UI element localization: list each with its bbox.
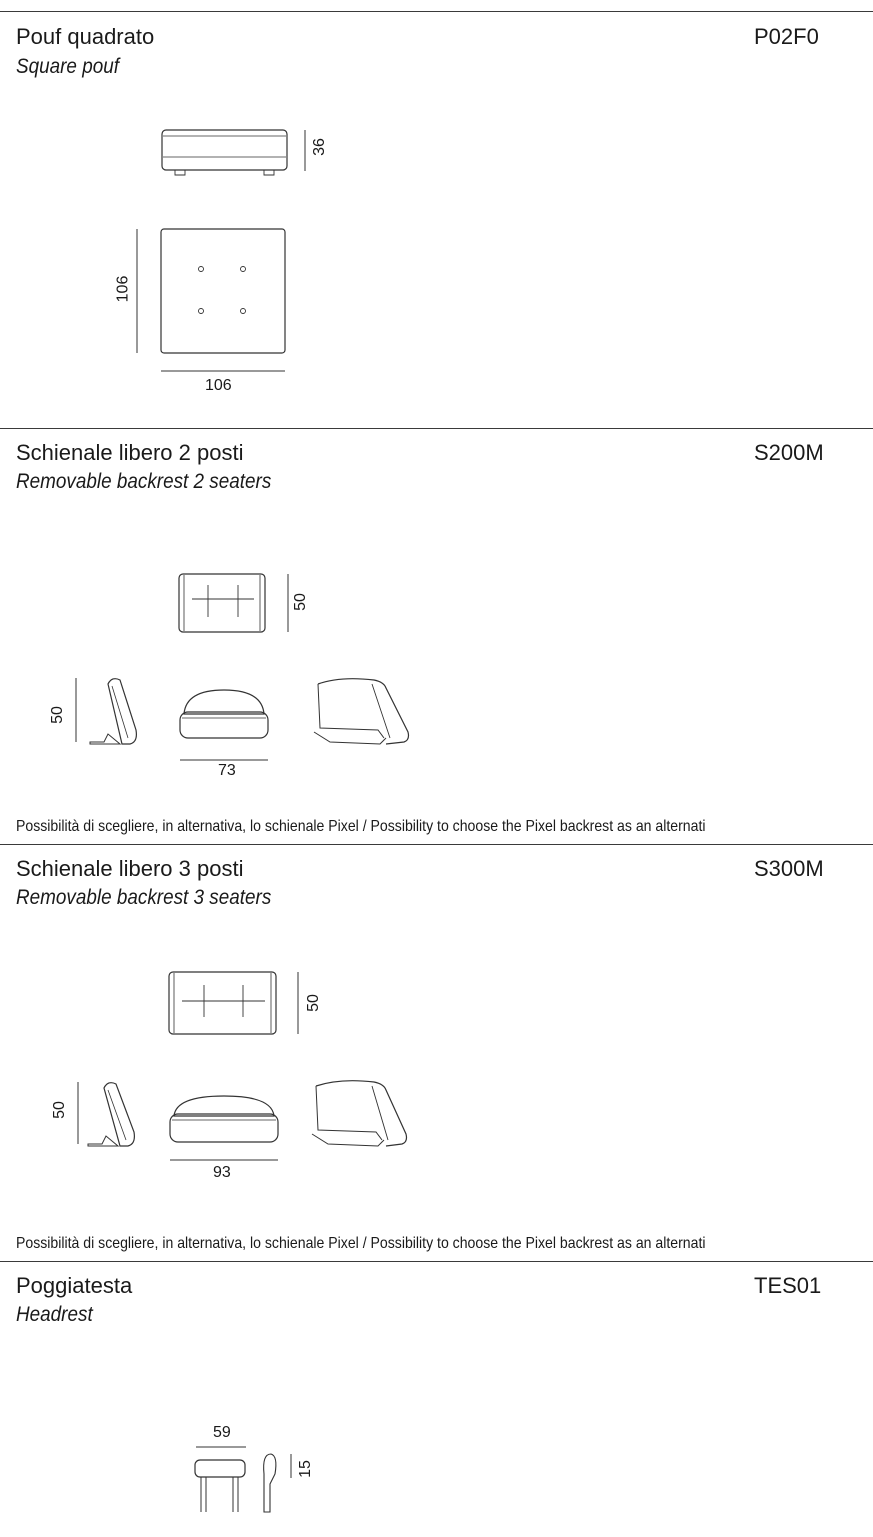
section-divider-top <box>0 11 873 12</box>
dimension-side-height: 50 <box>48 706 66 724</box>
product-code: S200M <box>754 440 824 465</box>
section-subtitle: Removable backrest 3 seaters <box>16 886 272 909</box>
alternative-backrest-note: Possibilità di scegliere, in alternativa, lo schienale Pixel / Possibility to choose the Pixel backrest as an alternati <box>16 1235 706 1252</box>
dimension-side-height: 50 <box>50 1101 68 1119</box>
backrest-3-top-view-drawing <box>0 968 873 1038</box>
pouf-top-view-drawing <box>0 225 873 380</box>
dimension-width: 93 <box>213 1164 231 1181</box>
section-title: Schienale libero 2 posti <box>16 440 244 465</box>
product-code: S300M <box>754 856 824 881</box>
section-subtitle: Removable backrest 2 seaters <box>16 470 272 493</box>
backrest-2-views-drawing <box>0 672 873 767</box>
backrest-3-views-drawing <box>0 1074 873 1169</box>
alternative-backrest-note: Possibilità di scegliere, in alternativa, lo schienale Pixel / Possibility to choose the Pixel backrest as an alternati <box>16 818 706 835</box>
headrest-drawing <box>0 1444 873 1524</box>
pouf-side-view-drawing <box>0 125 873 185</box>
section-divider <box>0 844 873 845</box>
dimension-top-height: 50 <box>304 994 322 1012</box>
section-subtitle: Square pouf <box>16 55 119 78</box>
dimension-width: 73 <box>218 762 236 779</box>
dimension-depth: 106 <box>114 275 132 303</box>
dimension-width: 59 <box>213 1424 231 1441</box>
dimension-height: 36 <box>310 138 328 156</box>
section-title: Pouf quadrato <box>16 24 155 49</box>
section-divider <box>0 428 873 429</box>
section-title: Poggiatesta <box>16 1273 133 1298</box>
product-code: TES01 <box>754 1273 822 1298</box>
section-subtitle: Headrest <box>16 1303 93 1326</box>
dimension-top-height: 50 <box>291 593 309 611</box>
product-code: P02F0 <box>754 24 819 49</box>
section-title: Schienale libero 3 posti <box>16 856 244 881</box>
dimension-width: 106 <box>205 377 232 394</box>
backrest-2-top-view-drawing <box>0 570 873 640</box>
dimension-height: 15 <box>296 1460 314 1478</box>
section-divider <box>0 1261 873 1262</box>
